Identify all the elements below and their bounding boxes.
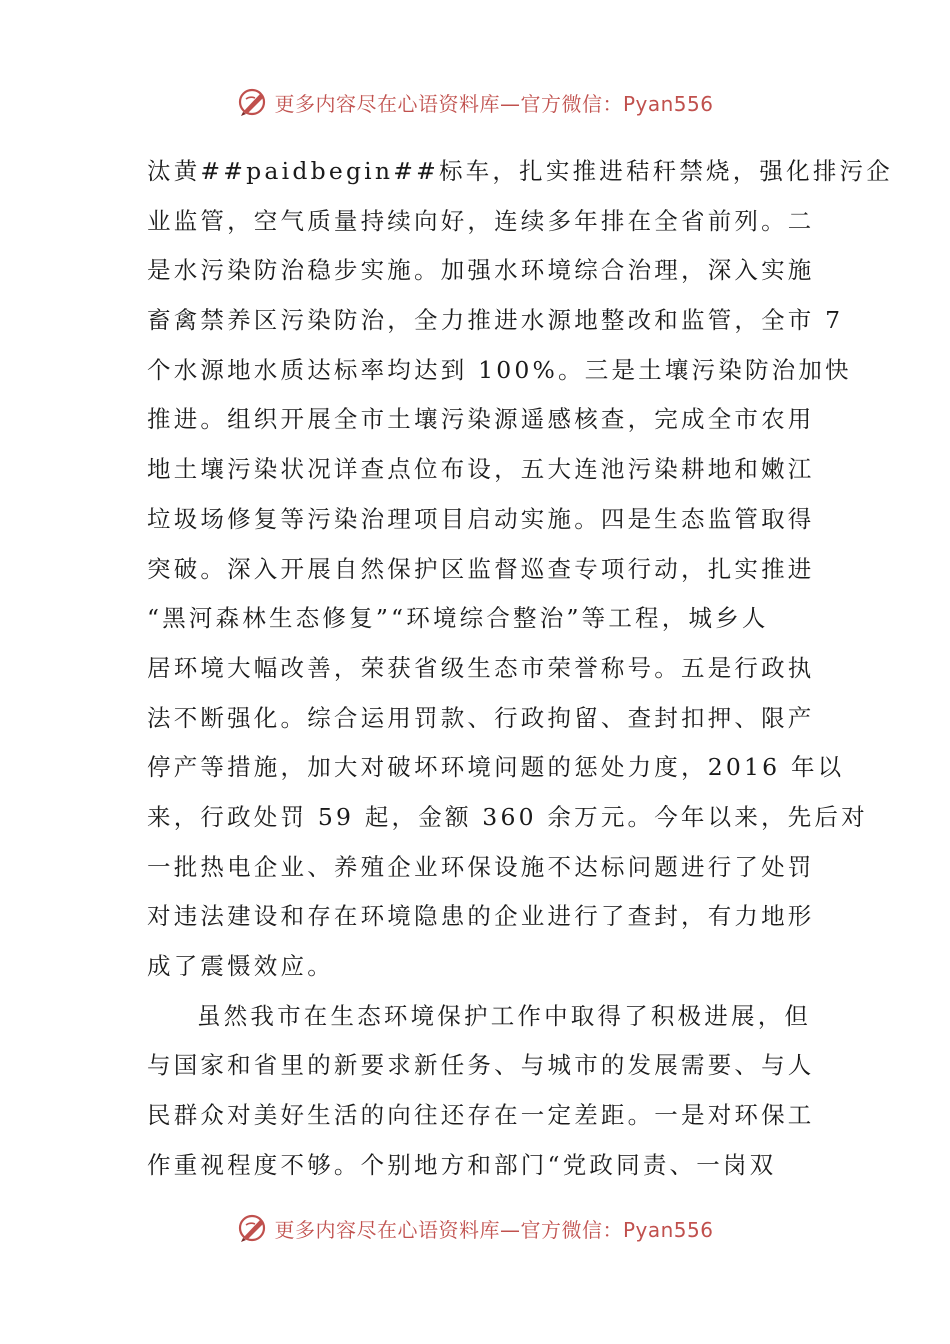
header-banner-text: 更多内容尽在心语资料库—官方微信：Pyan556 xyxy=(274,91,714,116)
text-line: 是水污染防治稳步实施。加强水环境综合治理，深入实施 xyxy=(147,256,815,285)
footer-banner-text: 更多内容尽在心语资料库—官方微信：Pyan556 xyxy=(274,1217,714,1242)
text-line: 来，行政处罚 59 起，金额 360 余万元。今年以来，先后对 xyxy=(147,802,868,831)
text-line: 停产等措施，加大对破坏环境问题的惩处力度，2016 年以 xyxy=(147,753,845,782)
text-line: 民群众对美好生活的向往还存在一定差距。一是对环保工 xyxy=(147,1101,815,1130)
text-line: “黑河森林生态修复”“环境综合整治”等工程，城乡人 xyxy=(147,604,769,633)
pen-logo-icon xyxy=(236,1211,270,1245)
text-line: 法不断强化。综合运用罚款、行政拘留、查封扣押、限产 xyxy=(147,703,815,732)
text-line: 作重视程度不够。个别地方和部门“党政同责、一岗双 xyxy=(147,1150,777,1179)
text-line: 畜禽禁养区污染防治，全力推进水源地整改和监管，全市 7 xyxy=(147,306,844,335)
text-line: 一批热电企业、养殖企业环保设施不达标问题进行了处罚 xyxy=(147,852,815,881)
header-banner xyxy=(0,82,950,122)
text-line: 对违法建设和存在环境隐患的企业进行了查封，有力地形 xyxy=(147,902,815,931)
text-line: 突破。深入开展自然保护区监督巡查专项行动，扎实推进 xyxy=(147,554,815,583)
text-line: 居环境大幅改善，荣获省级生态市荣誉称号。五是行政执 xyxy=(147,653,815,682)
footer-banner xyxy=(0,1208,950,1248)
paragraph-start-line: 虽然我市在生态环境保护工作中取得了积极进展，但 xyxy=(197,1001,812,1030)
text-line: 推进。组织开展全市土壤污染源遥感核查，完成全市农用 xyxy=(147,405,815,434)
text-line: 垃圾场修复等污染治理项目启动实施。四是生态监管取得 xyxy=(147,504,815,533)
document-body xyxy=(147,147,893,1190)
text-line: 业监管，空气质量持续向好，连续多年排在全省前列。二 xyxy=(147,206,815,235)
text-line: 地土壤污染状况详查点位布设，五大连池污染耕地和嫩江 xyxy=(147,455,815,484)
text-line: 成了震慑效应。 xyxy=(147,952,334,980)
text-line: 汰黄##paidbegin##标车，扎实推进秸秆禁烧，强化排污企 xyxy=(147,157,893,185)
text-line: 个水源地水质达标率均达到 100%。三是土壤污染防治加快 xyxy=(147,355,852,384)
text-line: 与国家和省里的新要求新任务、与城市的发展需要、与人 xyxy=(147,1051,815,1080)
pen-logo-icon xyxy=(236,85,270,119)
